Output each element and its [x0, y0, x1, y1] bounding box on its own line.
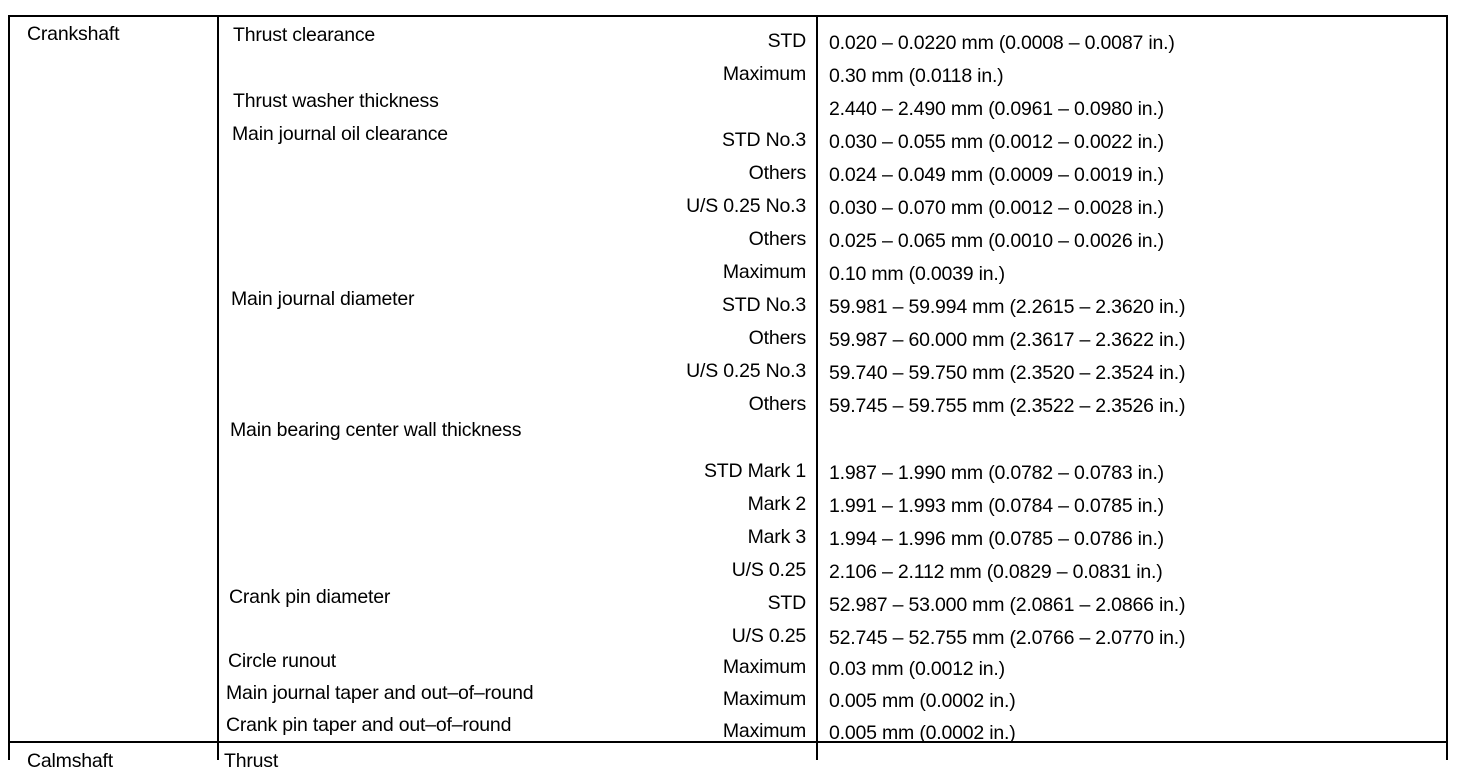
row-condition: STD No.3 [721, 129, 806, 151]
row-spec-value: 0.025 – 0.065 mm (0.0010 – 0.0026 in.) [829, 230, 1164, 252]
row-spec-value: 0.005 mm (0.0002 in.) [829, 690, 1016, 712]
row-condition: U/S 0.25 [731, 625, 806, 647]
row-spec-value: 52.987 – 53.000 mm (2.0861 – 2.0866 in.) [829, 594, 1186, 616]
row-condition: Maximum [722, 261, 806, 283]
row-condition: STD No.3 [721, 294, 806, 316]
row-spec-value: 0.03 mm (0.0012 in.) [829, 658, 1005, 680]
row-spec-value: 0.020 – 0.0220 mm (0.0008 – 0.0087 in.) [829, 32, 1175, 54]
section-label: Crankshaft [27, 23, 120, 45]
row-condition: Others [748, 162, 806, 184]
row-item-label: Main bearing center wall thickness [230, 419, 522, 441]
row-condition: Mark 2 [747, 493, 806, 515]
row-spec-value: 0.30 mm (0.0118 in.) [829, 65, 1004, 87]
row-item-label: Thrust clearance [233, 24, 376, 46]
row-spec-value: 1.987 – 1.990 mm (0.0782 – 0.0783 in.) [829, 462, 1164, 484]
table-left-border [8, 15, 10, 760]
row-spec-value: 0.030 – 0.055 mm (0.0012 – 0.0022 in.) [829, 131, 1164, 153]
row-item-label: Circle runout [228, 650, 336, 672]
row-item-label: Main journal oil clearance [232, 123, 448, 145]
row-item-label: Main journal taper and out–of–round [226, 682, 534, 704]
row-spec-value: 0.005 mm (0.0002 in.) [829, 722, 1016, 744]
row-item-label: Crank pin diameter [229, 586, 391, 608]
row-condition: STD [767, 592, 806, 614]
row-condition: Maximum [722, 63, 806, 85]
next-section-label: Calmshaft [27, 750, 113, 772]
row-condition: Maximum [722, 688, 806, 710]
row-condition: STD [767, 30, 806, 52]
row-spec-value: 59.740 – 59.750 mm (2.3520 – 2.3524 in.) [829, 362, 1186, 384]
next-item-label: Thrust [224, 750, 279, 772]
row-condition: U/S 0.25 [731, 559, 806, 581]
row-condition: STD Mark 1 [703, 460, 806, 482]
row-condition: Others [748, 228, 806, 250]
row-spec-value: 59.745 – 59.755 mm (2.3522 – 2.3526 in.) [829, 395, 1186, 417]
row-spec-value: 2.440 – 2.490 mm (0.0961 – 0.0980 in.) [829, 98, 1164, 120]
row-condition: Others [748, 393, 806, 415]
row-spec-value: 59.987 – 60.000 mm (2.3617 – 2.3622 in.) [829, 329, 1186, 351]
row-condition: Maximum [722, 656, 806, 678]
row-condition: Others [748, 327, 806, 349]
spec-divider [816, 15, 818, 760]
section-divider [217, 15, 219, 760]
row-condition: Maximum [722, 720, 806, 742]
row-condition: Mark 3 [747, 526, 806, 548]
row-spec-value: 1.991 – 1.993 mm (0.0784 – 0.0785 in.) [829, 495, 1164, 517]
row-spec-value: 0.030 – 0.070 mm (0.0012 – 0.0028 in.) [829, 197, 1164, 219]
row-condition: U/S 0.25 No.3 [686, 195, 806, 217]
row-item-label: Crank pin taper and out–of–round [226, 714, 512, 736]
row-spec-value: 0.10 mm (0.0039 in.) [829, 263, 1005, 285]
row-spec-value: 2.106 – 2.112 mm (0.0829 – 0.0831 in.) [829, 561, 1163, 583]
row-spec-value: 0.024 – 0.049 mm (0.0009 – 0.0019 in.) [829, 164, 1164, 186]
table-right-border [1446, 15, 1448, 760]
row-spec-value: 59.981 – 59.994 mm (2.2615 – 2.3620 in.) [829, 296, 1186, 318]
table-top-border [8, 15, 1448, 17]
row-spec-value: 52.745 – 52.755 mm (2.0766 – 2.0770 in.) [829, 627, 1186, 649]
row-spec-value: 1.994 – 1.996 mm (0.0785 – 0.0786 in.) [829, 528, 1164, 550]
row-item-label: Thrust washer thickness [233, 90, 439, 112]
row-item-label: Main journal diameter [231, 288, 415, 310]
row-condition: U/S 0.25 No.3 [686, 360, 806, 382]
